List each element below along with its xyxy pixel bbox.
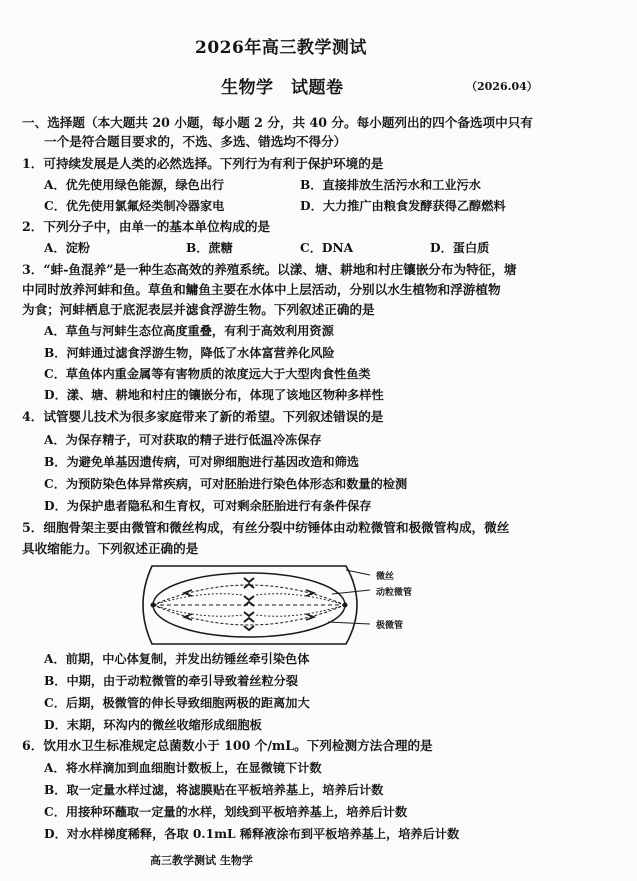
q2-stem: 2．下列分子中，由单一的基本单位构成的是 (22, 219, 271, 234)
spindle-diagram (132, 560, 372, 650)
q6-option-a: A．将水样滴加到血细胞计数板上，在显微镜下计数 (44, 761, 322, 775)
q5-option-d: D．末期，环沟内的微丝收缩形成细胞板 (44, 718, 262, 732)
q2-option-b: B．蔗糖 (186, 241, 233, 255)
q6-stem: 6．饮用水卫生标准规定总菌数小于 100 个/mL。下列检测方法合理的是 (22, 738, 433, 753)
q4-option-b: B．为避免单基因遗传病，可对卵细胞进行基因改造和筛选 (44, 455, 359, 469)
q1-option-c: C．优先使用氯氟烃类制冷器家电 (44, 199, 225, 213)
label-polar-microtubule: 极微管 (376, 621, 404, 631)
q4-option-d: D．为保护患者隐私和生育权，可对剩余胚胎进行有条件保存 (44, 499, 372, 513)
exam-title: 2026年高三教学测试 (195, 38, 367, 58)
q4-stem: 4．试管婴儿技术为很多家庭带来了新的希望。下列叙述错误的是 (22, 409, 384, 424)
q6-option-b: B．取一定量水样过滤，将滤膜贴在平板培养基上，培养后计数 (44, 783, 384, 797)
section-instructions-line2: 一个是符合题目要求的，不选、多选、错选均不得分） (44, 134, 347, 149)
section-instructions-line1: 一、选择题（本大题共 20 小题，每小题 2 分，共 40 分。每小题列出的四个备选项中只有 (22, 115, 533, 130)
q5-stem-line1: 5．细胞骨架主要由微管和微丝构成，有丝分裂中纺锤体由动粒微管和极微管构成，微丝 (22, 520, 510, 535)
label-microfilament: 微丝 (376, 572, 395, 582)
q5-stem-line2: 具收缩能力。下列叙述正确的是 (22, 541, 199, 556)
q5-option-c: C．后期，极微管的伸长导致细胞两极的距离加大 (44, 696, 310, 710)
paper-subtitle: 生物学 试题卷 (221, 78, 344, 98)
page-footer: 高三教学测试 生物学 (150, 854, 253, 867)
q1-option-d: D．大力推广由粮食发酵获得乙醇燃料 (300, 199, 506, 213)
q4-option-a: A．为保存精子，可对获取的精子进行低温冷冻保存 (44, 433, 322, 447)
q3-option-d: D．漾、塘、耕地和村庄的镶嵌分布，体现了该地区物种多样性 (44, 388, 384, 402)
label-kinetochore-microtubule: 动粒微管 (376, 588, 413, 598)
q2-option-a: A．淀粉 (44, 241, 91, 255)
q6-option-c: C．用接种环蘸取一定量的水样，划线到平板培养基上，培养后计数 (44, 805, 408, 819)
q5-option-b: B．中期，由于动粒微管的牵引导致着丝粒分裂 (44, 674, 299, 688)
q3-stem-line3: 为食；河蚌栖息于底泥表层并滤食浮游生物。下列叙述正确的是 (22, 302, 375, 317)
q3-stem-line1: 3．“蚌-鱼混养”是一种生态高效的养殖系统。以漾、塘、耕地和村庄镶嵌分布为特征，塘 (22, 262, 517, 277)
q3-option-b: B．河蚌通过滤食浮游生物，降低了水体富营养化风险 (44, 346, 335, 360)
q1-option-b: B．直接排放生活污水和工业污水 (300, 178, 481, 192)
chromosomes (244, 578, 254, 630)
q3-option-c: C．草鱼体内重金属等有害物质的浓度远大于大型肉食性鱼类 (44, 367, 371, 381)
q1-option-a: A．优先使用绿色能源，绿色出行 (44, 178, 225, 192)
q6-option-d: D．对水样梯度稀释，各取 0.1mL 稀释液涂布到平板培养基上，培养后计数 (44, 827, 460, 841)
q5-option-a: A．前期，中心体复制，并发出纺锤丝牵引染色体 (44, 652, 310, 666)
q2-option-d: D．蛋白质 (430, 241, 490, 255)
q3-option-a: A．草鱼与河蚌生态位高度重叠，有利于高效利用资源 (44, 324, 334, 338)
q3-stem-line2: 中同时放养河蚌和鱼。草鱼和鳙鱼主要在水体中上层活动，分别以水生植物和浮游植物 (22, 282, 501, 297)
q2-option-c: C．DNA (300, 241, 354, 255)
q1-stem: 1．可持续发展是人类的必然选择。下列行为有利于保护环境的是 (22, 156, 384, 171)
exam-date: （2026.04） (466, 80, 538, 93)
q4-option-c: C．为预防染色体异常疾病，可对胚胎进行染色体形态和数量的检测 (44, 477, 408, 491)
